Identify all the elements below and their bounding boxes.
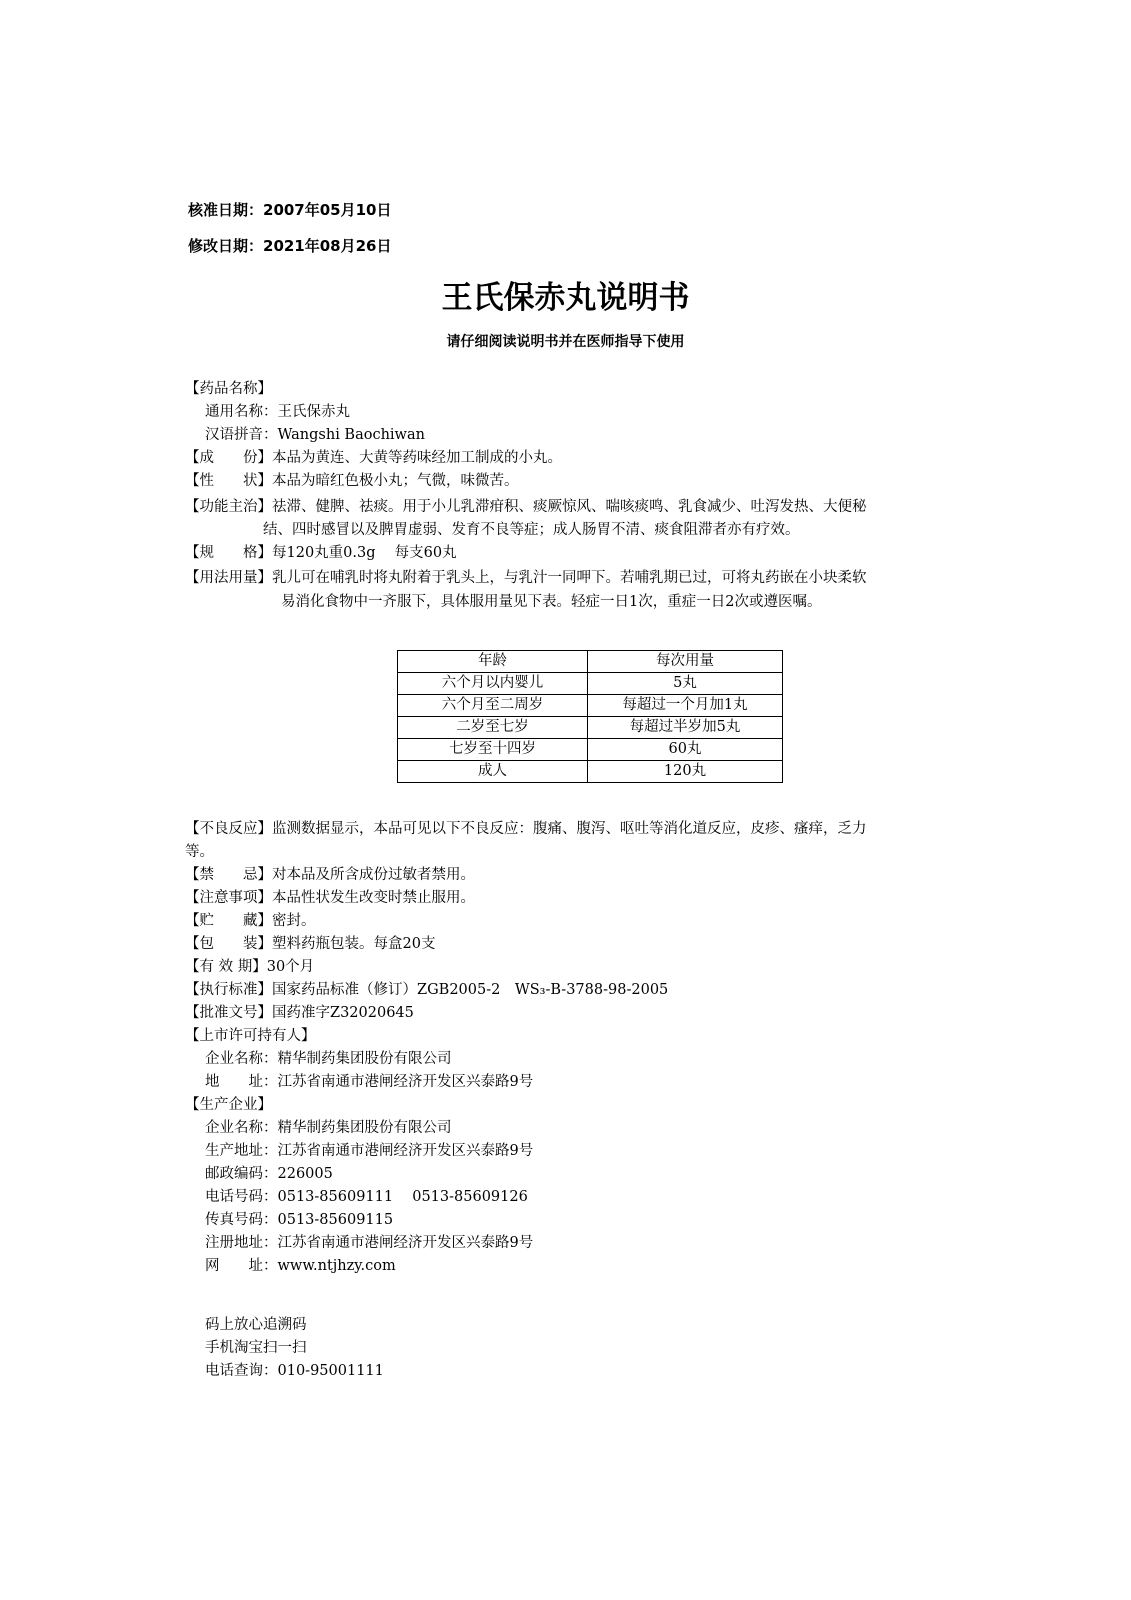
registered-address-value: 江苏省南通市港闸经济开发区兴泰路9号 xyxy=(277,1235,534,1251)
website-row xyxy=(205,1255,396,1278)
table-row xyxy=(398,761,783,783)
approval-date: 核准日期：2007年05月10日 xyxy=(188,201,392,219)
manufacturer-header: 【生产企业】 xyxy=(185,1097,272,1113)
indications-label: 【功能主治】 xyxy=(185,499,272,515)
registered-address-label: 注册地址： xyxy=(205,1235,278,1251)
holder-address-label: 地 址： xyxy=(205,1074,278,1090)
manufacturer-company-label: 企业名称： xyxy=(205,1120,278,1136)
dose-age-cell: 六个月以内婴儿 xyxy=(398,673,588,695)
postcode-row xyxy=(205,1163,333,1186)
postcode-value: 226005 xyxy=(277,1166,333,1182)
trace-phone-line: 电话查询：010-95001111 xyxy=(205,1363,384,1379)
pinyin-value: Wangshi Baochiwan xyxy=(277,427,425,443)
dosage-line2: 易消化食物中一齐服下，具体服用量见下表。轻症一日1次，重症一日2次或遵医嘱。 xyxy=(281,594,822,610)
dose-table xyxy=(397,650,783,783)
adverse-label: 【不良反应】 xyxy=(185,821,272,837)
manufacturer-company-row xyxy=(205,1117,452,1140)
registered-address-row xyxy=(205,1232,533,1255)
drug-name-header: 【药品名称】 xyxy=(185,381,272,397)
approval-number-label: 【批准文号】 xyxy=(185,1005,272,1021)
specification-row xyxy=(185,542,457,565)
table-row xyxy=(398,673,783,695)
character-label: 【性 状】 xyxy=(185,473,272,489)
specification-value: 每120丸重0.3g 每支60丸 xyxy=(272,545,457,561)
generic-name-row xyxy=(205,401,350,424)
dose-amount-cell: 120丸 xyxy=(588,761,783,783)
dose-age-cell: 七岁至十四岁 xyxy=(398,739,588,761)
adverse-line1: 监测数据显示，本品可见以下不良反应：腹痛、腹泻、呕吐等消化道反应，皮疹、瘙痒，乏力 xyxy=(272,821,867,837)
phone-label: 电话号码： xyxy=(205,1189,278,1205)
website-label: 网 址： xyxy=(205,1258,278,1274)
adverse-row xyxy=(185,818,867,841)
storage-value: 密封。 xyxy=(272,913,316,929)
holder-company-value: 精华制药集团股份有限公司 xyxy=(277,1051,452,1067)
package-value: 塑料药瓶包装。每盒20支 xyxy=(272,936,436,952)
page-subtitle: 请仔细阅读说明书并在医师指导下使用 xyxy=(446,334,685,350)
holder-address-value: 江苏省南通市港闸经济开发区兴泰路9号 xyxy=(277,1074,534,1090)
adverse-line2: 等。 xyxy=(185,844,214,860)
dose-amount-cell: 每超过半岁加5丸 xyxy=(588,717,783,739)
page-title: 王氏保赤丸说明书 xyxy=(441,280,690,316)
package-row xyxy=(185,933,435,956)
phone-value: 0513-85609111 0513-85609126 xyxy=(277,1189,528,1205)
contraindications-label: 【禁 忌】 xyxy=(185,867,272,883)
table-row xyxy=(398,717,783,739)
trace-scan-line: 手机淘宝扫一扫 xyxy=(205,1340,307,1356)
revision-date: 修改日期：2021年08月26日 xyxy=(188,237,392,255)
package-label: 【包 装】 xyxy=(185,936,272,952)
dose-table-header-age: 年龄 xyxy=(398,651,588,673)
generic-name-label: 通用名称： xyxy=(205,404,278,420)
character-value: 本品为暗红色极小丸；气微，味微苦。 xyxy=(272,473,519,489)
precautions-value: 本品性状发生改变时禁止服用。 xyxy=(272,890,475,906)
pinyin-row xyxy=(205,424,425,447)
table-row xyxy=(398,739,783,761)
standard-row xyxy=(185,979,668,1002)
dose-amount-cell: 60丸 xyxy=(588,739,783,761)
precautions-label: 【注意事项】 xyxy=(185,890,272,906)
dosage-row xyxy=(185,567,867,590)
table-row xyxy=(398,695,783,717)
postcode-label: 邮政编码： xyxy=(205,1166,278,1182)
trace-code-line: 码上放心追溯码 xyxy=(205,1317,307,1333)
storage-row xyxy=(185,910,316,933)
website-value: www.ntjhzy.com xyxy=(277,1258,396,1274)
production-address-row xyxy=(205,1140,533,1163)
contraindications-row xyxy=(185,864,475,887)
dose-amount-cell: 每超过一个月加1丸 xyxy=(588,695,783,717)
holder-address-row xyxy=(205,1071,533,1094)
dose-amount-cell: 5丸 xyxy=(588,673,783,695)
production-address-value: 江苏省南通市港闸经济开发区兴泰路9号 xyxy=(277,1143,534,1159)
ingredients-row xyxy=(185,447,562,470)
phone-row xyxy=(205,1186,528,1209)
dosage-label: 【用法用量】 xyxy=(185,570,272,586)
fax-row xyxy=(205,1209,393,1232)
contraindications-value: 对本品及所含成份过敏者禁用。 xyxy=(272,867,475,883)
holder-company-row xyxy=(205,1048,452,1071)
dose-age-cell: 二岁至七岁 xyxy=(398,717,588,739)
storage-label: 【贮 藏】 xyxy=(185,913,272,929)
ingredients-label: 【成 份】 xyxy=(185,450,272,466)
standard-label: 【执行标准】 xyxy=(185,982,272,998)
dose-age-cell: 六个月至二周岁 xyxy=(398,695,588,717)
production-address-label: 生产地址： xyxy=(205,1143,278,1159)
dose-table-header xyxy=(398,651,783,673)
approval-number-row xyxy=(185,1002,414,1025)
validity-label: 【有 效 期】 xyxy=(185,959,267,975)
character-row xyxy=(185,470,519,493)
fax-label: 传真号码： xyxy=(205,1212,278,1228)
holder-company-label: 企业名称： xyxy=(205,1051,278,1067)
indications-row xyxy=(185,496,867,519)
precautions-row xyxy=(185,887,475,910)
holder-header: 【上市许可持有人】 xyxy=(185,1028,316,1044)
standard-value: 国家药品标准（修订）ZGB2005-2 WS₃-B-3788-98-2005 xyxy=(272,982,669,998)
approval-number-value: 国药准字Z32020645 xyxy=(272,1005,414,1021)
ingredients-value: 本品为黄连、大黄等药味经加工制成的小丸。 xyxy=(272,450,562,466)
dose-table-header-dose: 每次用量 xyxy=(588,651,783,673)
indications-line1: 祛滞、健脾、祛痰。用于小儿乳滞疳积、痰厥惊风、喘咳痰鸣、乳食减少、吐泻发热、大便秘 xyxy=(272,499,867,515)
validity-row xyxy=(185,956,314,979)
manufacturer-company-value: 精华制药集团股份有限公司 xyxy=(277,1120,452,1136)
generic-name-value: 王氏保赤丸 xyxy=(277,404,350,420)
indications-line2: 结、四时感冒以及脾胃虚弱、发育不良等症；成人肠胃不清、痰食阻滞者亦有疗效。 xyxy=(263,522,800,538)
specification-label: 【规 格】 xyxy=(185,545,272,561)
dosage-line1: 乳儿可在哺乳时将丸附着于乳头上，与乳汁一同呷下。若哺乳期已过，可将丸药嵌在小块柔软 xyxy=(272,570,867,586)
validity-value: 30个月 xyxy=(266,959,315,975)
fax-value: 0513-85609115 xyxy=(277,1212,394,1228)
pinyin-label: 汉语拼音： xyxy=(205,427,278,443)
dose-age-cell: 成人 xyxy=(398,761,588,783)
